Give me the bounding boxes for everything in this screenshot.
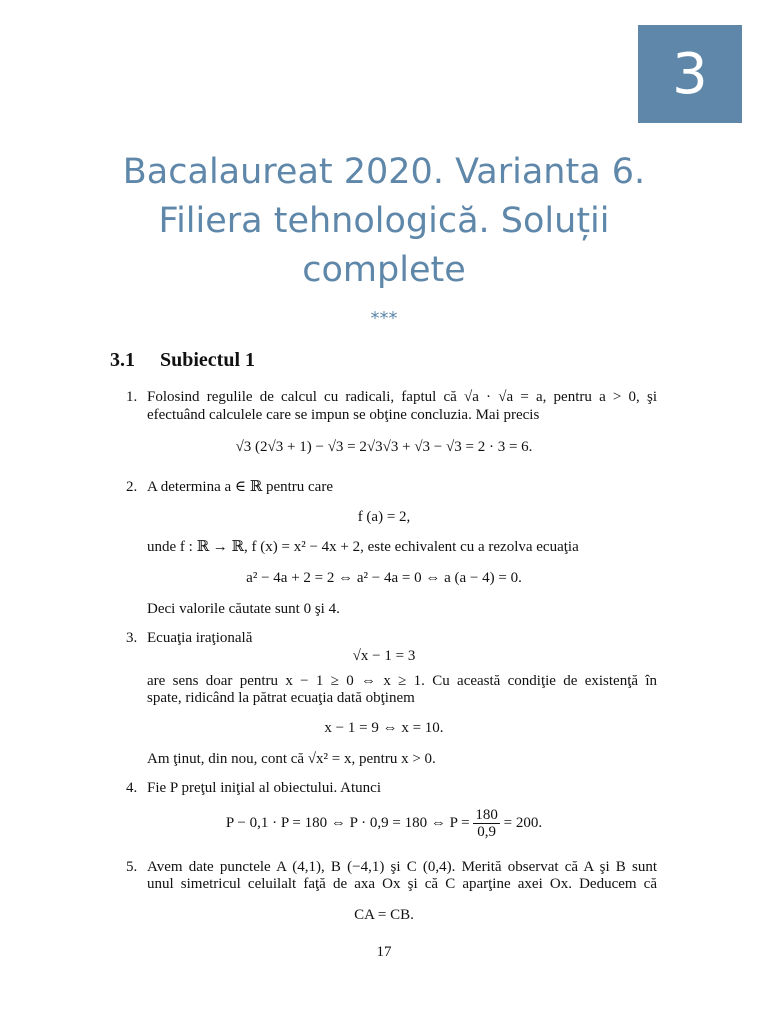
chapter-number-box	[638, 25, 742, 123]
item-4-fraction	[473, 807, 500, 840]
item-1-label: 1.	[126, 389, 138, 405]
item-3-line-2: are sens doar pentru x − 1 ≥ 0 ⇔ x ≥ 1. Cu această condiţie de existenţă în	[147, 673, 657, 689]
section-number: 3.1	[110, 349, 135, 371]
section-name: Subiectul 1	[160, 349, 256, 371]
item-1-line-1: Folosind regulile de calcul cu radicali, faptul că √a · √a = a, pentru a > 0, şi	[147, 389, 657, 405]
item-2-line-3: Deci valorile căutate sunt 0 şi 4.	[147, 601, 340, 617]
item-4-label: 4.	[126, 780, 138, 796]
item-5-line-2: unul simetricul celuilalt faţă de axa Ox şi că C aparţine axei Ox. Deducem că	[147, 876, 657, 892]
item-2-label: 2.	[126, 479, 138, 495]
item-1-line-2: efectuând calculele care se impun se obţine concluzia. Mai precis	[147, 407, 540, 423]
item-1-equation: √3 (2√3 + 1) − √3 = 2√3√3 + √3 − √3 = 2 · 3 = 6.	[235, 439, 533, 455]
item-5-label: 5.	[126, 859, 138, 875]
item-4-equation	[0, 807, 768, 840]
section-heading	[110, 349, 255, 372]
item-4-equation-left: P − 0,1 · P = 180 ⇔ P · 0,9 = 180 ⇔ P =	[225, 814, 470, 831]
item-4-equation-right: = 200.	[503, 814, 543, 831]
item-2-line-2: unde f : ℝ → ℝ, f (x) = x² − 4x + 2, este echivalent cu a rezolva ecuaţia	[147, 539, 579, 555]
item-5-line-1: Avem date punctele A (4,1), B (−4,1) şi C (0,4). Merită observat că A şi B sunt	[147, 859, 657, 875]
item-3-equation-1: √x − 1 = 3	[352, 648, 416, 664]
item-3-line-3: spate, ridicând la pătrat ecuaţia dată obţinem	[147, 690, 415, 706]
item-4-line-1: Fie P preţul iniţial al obiectului. Atunci	[147, 780, 381, 796]
item-5-equation: CA = CB.	[354, 907, 414, 923]
item-3-equation-2: x − 1 = 9 ⇔ x = 10.	[324, 720, 444, 736]
chapter-title	[100, 148, 668, 295]
item-2-equation-2: a² − 4a + 2 = 2 ⇔ a² − 4a = 0 ⇔ a (a − 4) = 0.	[246, 570, 522, 586]
item-3-line-1: Ecuaţia iraţională	[147, 630, 253, 646]
item-2-equation-1: f (a) = 2,	[357, 509, 411, 525]
title-line-3: complete	[302, 250, 466, 290]
item-4-fraction-numerator: 180	[475, 807, 498, 823]
item-2-line-1: A determina a ∈ ℝ pentru care	[147, 479, 333, 495]
title-line-2: Filiera tehnologică. Soluții	[158, 201, 610, 241]
page-number: 17	[376, 944, 392, 960]
separator: ***	[370, 308, 398, 329]
item-4-fraction-denominator: 0,9	[477, 824, 496, 840]
item-3-label: 3.	[126, 630, 138, 646]
item-3-line-4: Am ţinut, din nou, cont că √x² = x, pentru x > 0.	[147, 751, 436, 767]
title-line-1: Bacalaureat 2020. Varianta 6.	[122, 152, 646, 192]
chapter-number: 3	[672, 41, 708, 107]
